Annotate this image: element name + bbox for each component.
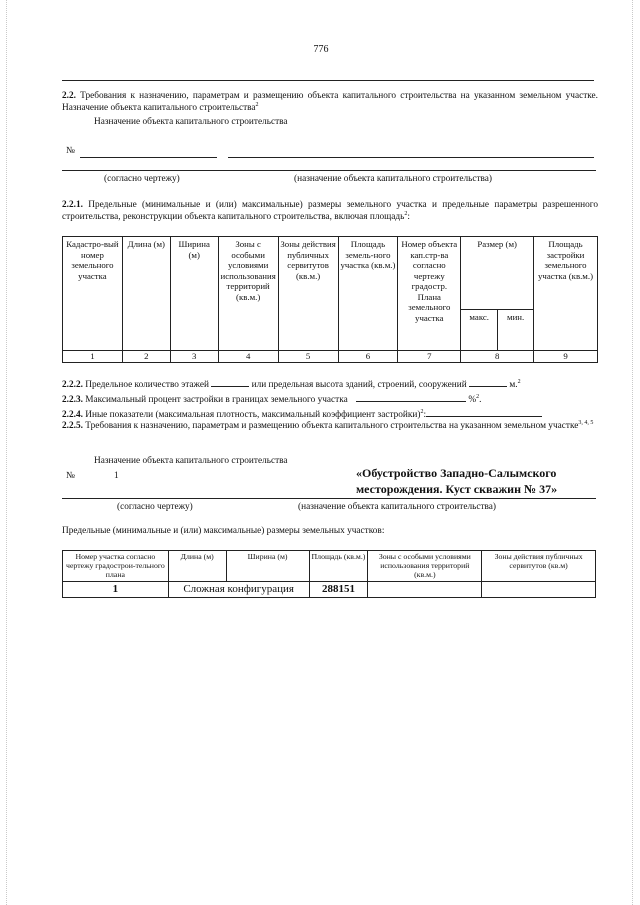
section-2-2-5-subheading: Назначение объекта капитального строительства xyxy=(94,456,288,466)
limits-heading: Предельные (минимальные и (или) максимальные) размеры земельных участков: xyxy=(62,526,385,536)
blank-caption-line xyxy=(62,170,596,171)
section-2-2 xyxy=(62,91,598,114)
section-2-2-1-text: Предельные (минимальные и (или) максимальные) размеры земельного участка и предельные параметры разрешенного строительства, реконструкции объекта капитального строительства, включая площадь xyxy=(62,200,598,222)
table1-header-servitudes: Зоны действия публичных сервитутов (кв.м.) xyxy=(278,237,338,351)
blank-number-label: № xyxy=(66,146,75,156)
table2-header-servitudes: Зоны действия публичных сервитутов (кв.м) xyxy=(482,551,596,582)
blank-number-line xyxy=(80,157,217,158)
table1-col-number: 5 xyxy=(278,351,338,363)
section-2-2-1-sup: 2 xyxy=(404,210,408,217)
table1-header-size-min: мин. xyxy=(498,310,534,351)
table1-header-building-area: Площадь застройки земельного участка (кв.м.) xyxy=(534,237,598,351)
section-2-2-2-unit: м. xyxy=(509,380,518,390)
table1-header-width: Ширина (м) xyxy=(170,237,218,351)
table1-col-number: 2 xyxy=(122,351,170,363)
table1-col-number: 7 xyxy=(398,351,461,363)
section-2-2-2-number: 2.2.2. xyxy=(62,380,83,390)
section-2-2-5-text: Требования к назначению, параметрам и размещению объекта капитального строительства на указанном земельном участке xyxy=(85,421,579,431)
section-2-2-2-text-b: или предельная высота зданий, строений, сооружений xyxy=(251,380,467,390)
section-2-2-2-text-a: Предельное количество этажей xyxy=(85,380,209,390)
table1-header-size: Размер (м) xyxy=(461,237,534,310)
table2-header-area: Площадь (кв.м.) xyxy=(309,551,368,582)
table1-numbers-row xyxy=(63,351,598,363)
table2-header-plot-number: Номер участка согласно чертежу градострои-тельного плана xyxy=(63,551,169,582)
table2-cell-configuration: Сложная конфигурация xyxy=(168,581,309,597)
building-percent-field xyxy=(356,392,466,402)
page-number: 776 xyxy=(313,44,329,55)
other-indicators-field xyxy=(426,407,542,417)
object-caption-right: (назначение объекта капитального строительства) xyxy=(298,502,496,512)
section-2-2-4-text: Иные показатели (максимальная плотность, максимальный коэффициент застройки) xyxy=(85,410,421,420)
section-2-2-subheading: Назначение объекта капитального строительства xyxy=(94,117,288,127)
section-2-2-number: 2.2. xyxy=(62,91,76,101)
section-2-2-3-sup: 2 xyxy=(476,394,480,400)
table2-cell-servitudes xyxy=(482,581,596,597)
section-2-2-4-number: 2.2.4. xyxy=(62,410,83,420)
plot-limits-table xyxy=(62,550,596,598)
table2-cell-plot-number: 1 xyxy=(63,581,169,597)
table2-header-row xyxy=(63,551,596,582)
section-2-2-1: 2.2.1. Предельные (минимальные и (или) максимальные) размеры земельного участка и предельные параметры разрешенного строительства, реконструкции объекта капитального строительства, включая площадь$^2$: xyxy=(62,200,598,222)
scan-left-edge xyxy=(6,0,7,905)
blank-purpose-line xyxy=(228,157,594,158)
section-2-2-5 xyxy=(62,421,598,433)
section-2-2-5-number: 2.2.5. xyxy=(62,421,83,431)
section-2-2-3-unit: % xyxy=(468,395,477,405)
object-caption-left: (согласно чертежу) xyxy=(117,502,193,512)
section-2-2-5-sup: 3, 4, 5 xyxy=(578,420,594,426)
table1-col-number: 3 xyxy=(170,351,218,363)
table1-header-length: Длина (м) xyxy=(122,237,170,351)
table1-header-cadastral: Кадастро-вый номер земельного участка xyxy=(63,237,123,351)
blank-caption-right: (назначение объекта капитального строительства) xyxy=(294,174,492,184)
table1-col-number: 9 xyxy=(534,351,598,363)
floors-field xyxy=(211,377,249,387)
table1-col-number: 8 xyxy=(461,351,534,363)
table1-header-plot-area: Площадь земель-ного участка (кв.м.) xyxy=(338,237,398,351)
section-2-2-2 xyxy=(62,377,598,392)
table2-cell-special-zones xyxy=(368,581,482,597)
table2-header-length: Длина (м) xyxy=(168,551,226,582)
height-field xyxy=(469,377,507,387)
blank-caption-left: (согласно чертежу) xyxy=(104,174,180,184)
top-divider xyxy=(62,80,594,81)
table1-header-size-max: макс. xyxy=(461,310,498,351)
section-2-2-2-sup: 2 xyxy=(517,379,521,385)
object-caption-line xyxy=(62,498,596,499)
scan-right-edge xyxy=(632,0,633,905)
table1-col-number: 4 xyxy=(218,351,278,363)
section-2-2-1-number: 2.2.1. xyxy=(62,200,83,210)
table-row xyxy=(63,581,596,597)
object-number-label: № xyxy=(66,471,75,481)
table1-col-number: 6 xyxy=(338,351,398,363)
section-2-2-sup: 2 xyxy=(255,101,259,108)
object-name xyxy=(356,465,557,497)
table2-header-width: Ширина (м) xyxy=(226,551,309,582)
object-number-value: 1 xyxy=(114,471,119,481)
section-2-2-4-sup: 2 xyxy=(420,409,424,415)
building-parameters-table xyxy=(62,236,598,363)
table2-cell-area: 288151 xyxy=(309,581,368,597)
table1-header-row xyxy=(63,237,598,310)
object-name-line-2: месторождения. Куст скважин № 37» xyxy=(356,482,558,497)
table1-col-number: 1 xyxy=(63,351,123,363)
table2-header-special-zones: Зоны с особыми условиями использования территорий (кв.м.) xyxy=(368,551,482,582)
section-2-2-3: 2.2.3. Максимальный процент застройки в границах земельного участка %$^2$. xyxy=(62,394,482,405)
table1-header-object-number: Номер объекта кап.стр-ва согласно чертежу градостр. Плана земельного участка xyxy=(398,237,461,351)
object-name-line-1: «Обустройство Западно-Салымского xyxy=(356,466,557,480)
section-2-2-3-number: 2.2.3. xyxy=(62,395,83,405)
section-2-2-3-text: Максимальный процент застройки в границах земельного участка xyxy=(85,395,348,405)
section-2-2-4: 2.2.4. Иные показатели (максимальная плотность, максимальный коэффициент застройки)$^2$: xyxy=(62,407,598,422)
table1-header-special-zones: Зоны с особыми условиями использования территорий (кв.м.) xyxy=(218,237,278,351)
section-2-2-text: Требования к назначению, параметрам и размещению объекта капитального строительства на указанном земельном участке. Назначение объекта капитального строительства xyxy=(62,91,599,113)
